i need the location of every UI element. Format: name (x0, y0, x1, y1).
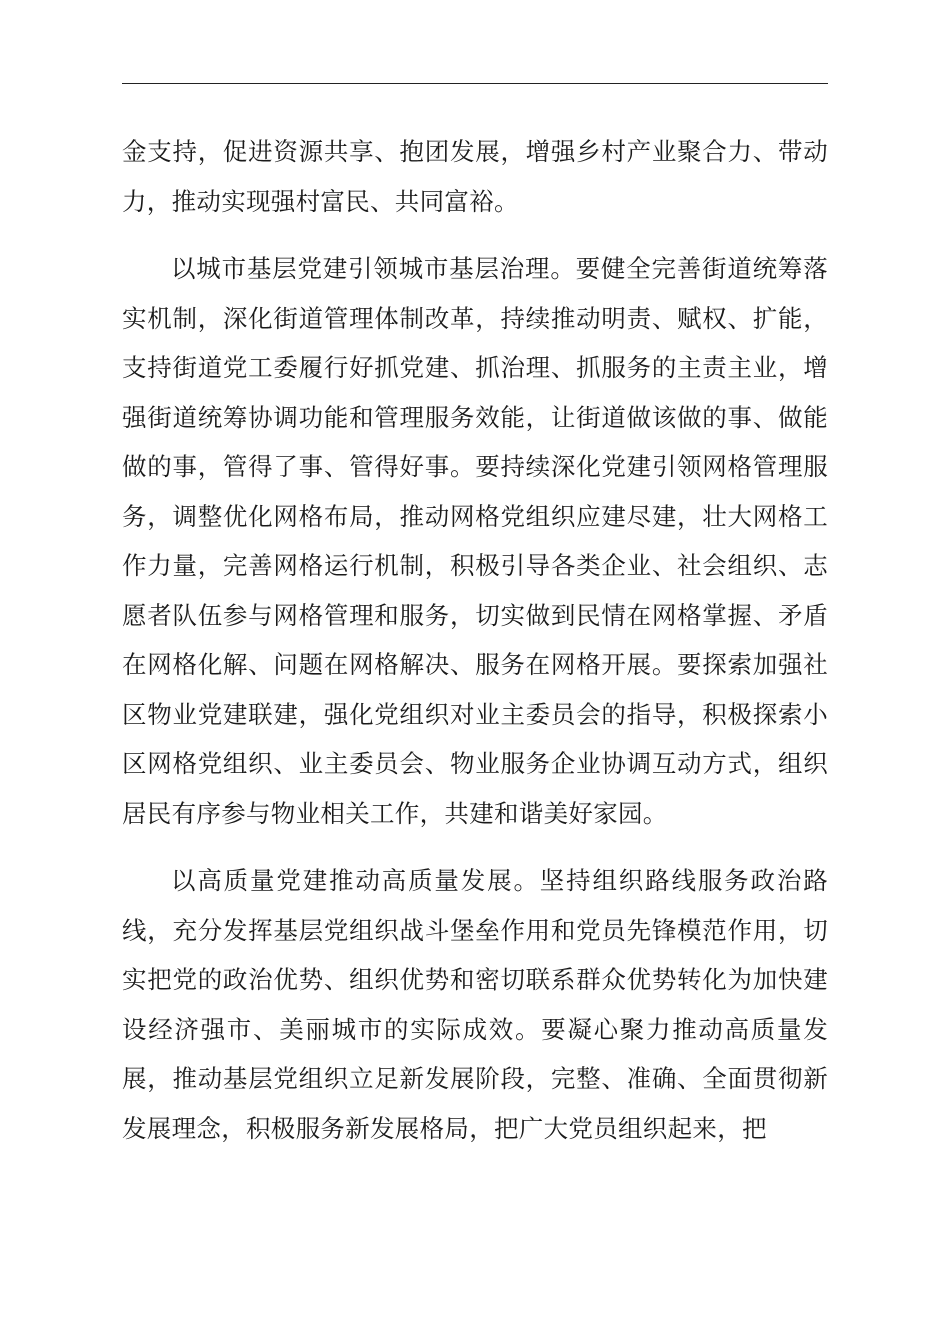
paragraph-urban-governance: 以城市基层党建引领城市基层治理。要健全完善街道统筹落实机制，深化街道管理体制改革，持续推动明责、赋权、扩能，支持街道党工委履行好抓党建、抓治理、抓服务的主责主业，增强街道统筹协调功能和管理服务效能，让街道做该做的事、做能做的事，管得了事、管得好事。要持续深化党建引领网格管理服务，调整优化网格布局，推动网格党组织应建尽建，壮大网格工作力量，完善网格运行机制，积极引导各类企业、社会组织、志愿者队伍参与网格管理和服务，切实做到民情在网格掌握、矛盾在网格化解、问题在网格解决、服务在网格开展。要探索加强社区物业党建联建，强化党组织对业主委员会的指导，积极探索小区网格党组织、业主委员会、物业服务企业协调互动方式，组织居民有序参与物业相关工作，共建和谐美好家园。 (122, 254, 828, 828)
header-rule (122, 83, 828, 84)
paragraph-high-quality-development: 以高质量党建推动高质量发展。坚持组织路线服务政治路线，充分发挥基层党组织战斗堡垒作用和党员先锋模范作用，切实把党的政治优势、组织优势和密切联系群众优势转化为加快建设经济强市、美丽城市的实际成效。要凝心聚力推动高质量发展，推动基层党组织立足新发展阶段，完整、准确、全面贯彻新发展理念，积极服务新发展格局，把广大党员组织起来，把 (122, 866, 828, 1143)
document-body (122, 127, 828, 1153)
paragraph-continuation: 金支持，促进资源共享、抱团发展，增强乡村产业聚合力、带动力，推动实现强村富民、共同富裕。 (122, 137, 828, 216)
